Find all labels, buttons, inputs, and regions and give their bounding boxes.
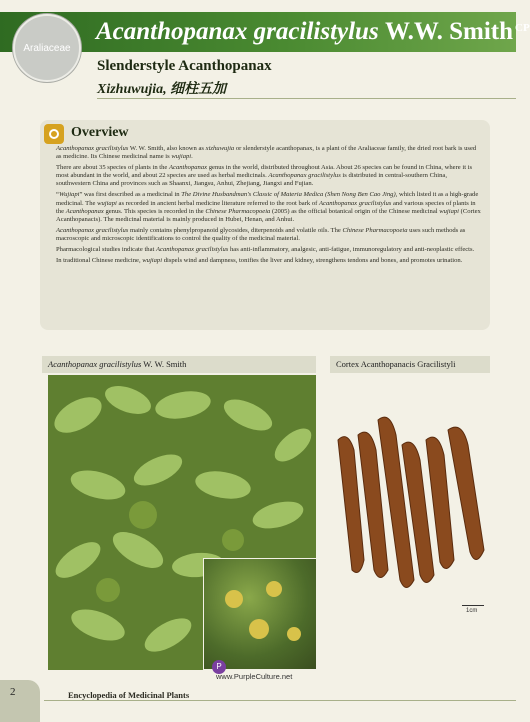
title-latin: Acanthopanax gracilistylus [96, 18, 379, 45]
paragraph: “Wujiapi” was first described as a medicinal in The Divine Husbandman's Classic of Materia Medica (Shen Nong Ben Cao Jing), which listed it as a high-grade medicinal. The wujiapi as recorded in ancient herbal medicine literature referred to the root bark of Acanthopanax gracilistylus and various species of plants in the Acanthopanax genus. This species is recorded in the Chinese Pharmacopoeia (2005) as the official botanical origin of the Chinese medicinal wujiapi (Cortex Acanthopanacis). The medicinal material is mainly produced in Hubei, Henan, and Anhui. [56, 191, 481, 223]
scale-bar [462, 605, 484, 606]
paragraph: Acanthopanax gracilistylus W. W. Smith, also known as xizhuwujia or slenderstyle acanthopanax, is a plant of the Araliaceae family, the dried root bark is used as medicine. Its Chinese medicinal name is wujiapi. [56, 145, 477, 161]
overview-heading: Overview [71, 125, 129, 140]
family-label: Araliaceae [23, 42, 71, 54]
paragraph: There are about 35 species of plants in the Acanthopanax genus in the world, distributed throughout Asia. About 26 species can be found in China, where it is most abundant in the world, and about 22 species are used as herbal medicinals. Acanthopanax gracilistylus is distributed in central-southern China, southwestern China and provinces such as Shaanxi, Jiangsu, Anhui, Zhejiang, Jiangxi and Fujian. [56, 164, 473, 188]
flower-illustration [204, 559, 316, 669]
page-title [96, 14, 530, 50]
overview-text [56, 145, 481, 268]
flower-inset-photo [203, 558, 317, 670]
title-author: W.W. Smith [384, 18, 514, 45]
plant-caption: Acanthopanax gracilistylus W. W. Smith [42, 356, 316, 373]
page-number: 2 [10, 686, 16, 698]
watermark-url: www.PurpleCulture.net [216, 672, 293, 681]
watermark-logo-icon: P [212, 660, 226, 674]
footer-title: Encyclopedia of Medicinal Plants [68, 690, 190, 700]
paragraph: In traditional Chinese medicine, wujiapi dispels wind and dampness, tonifies the liver and kidney, strengthens tendons and bones, and promotes urination. [56, 257, 463, 265]
paragraph: Pharmacological studies indicate that Acanthopanax gracilistylus has anti-inflammatory, analgesic, anti-fatigue, immunoregulatory and anti-neoplastic effects. [56, 246, 475, 254]
subtitle-pinyin: Xizhuwujia, 细柱五加 [97, 82, 227, 97]
herb-photo [330, 380, 490, 600]
watermark [212, 660, 338, 682]
paragraph: Acanthopanax gracilistylus mainly contains phenylpropanoid glycosides, diterpenoids and volatile oils. The Chinese Pharmacopoeia uses such methods as macroscopic and microscopic identifications to control the quality of the medicinal material. [56, 226, 466, 242]
footer-divider [44, 700, 516, 701]
divider [97, 98, 516, 99]
root-bark-illustration [330, 380, 490, 600]
page-tab [0, 680, 40, 722]
subtitle-english: Slenderstyle Acanthopanax [97, 58, 272, 74]
title-sup: CP [515, 22, 530, 34]
scale-label: 1cm [466, 608, 478, 614]
overview-icon [44, 124, 64, 144]
herb-caption: Cortex Acanthopanacis Gracilistyli [330, 356, 490, 373]
family-badge [13, 14, 81, 82]
